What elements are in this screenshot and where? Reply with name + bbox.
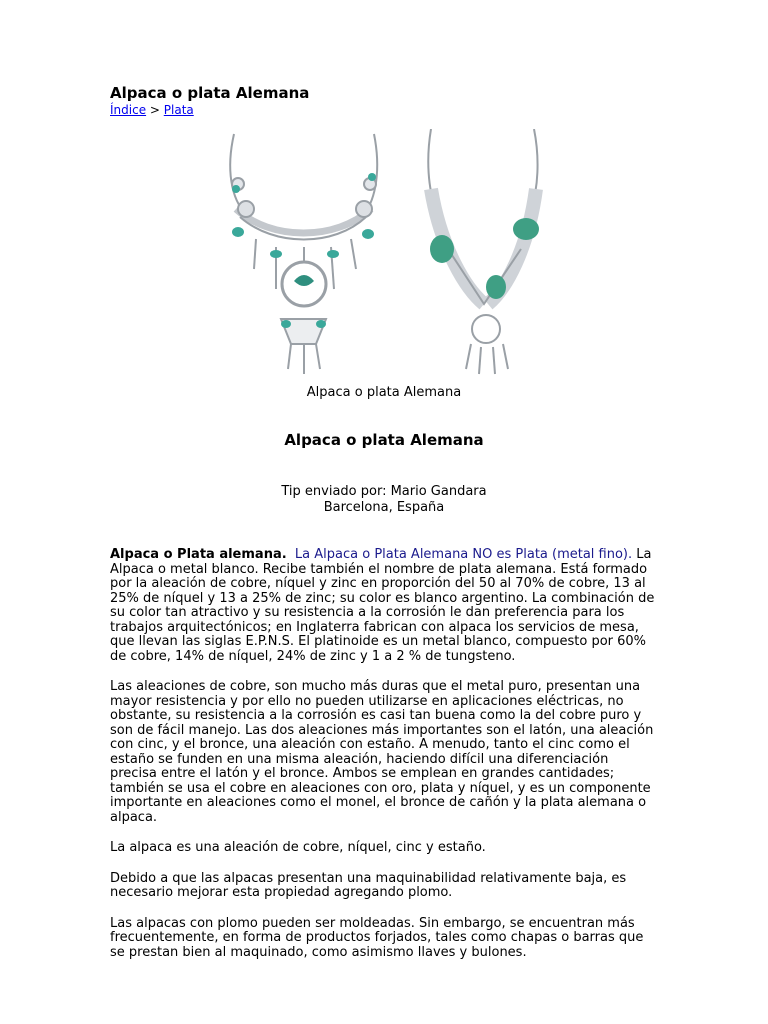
breadcrumb-link-index[interactable]: Índice (110, 103, 147, 117)
paragraph-5: Las alpacas con plomo pueden ser moldeadas. Sin embargo, se encuentran más frecuentemente, en forma de productos forjados, tales como chapas o barras que se prestan bien al maquinado, como asimismo llaves y bulones. (110, 915, 644, 960)
breadcrumb-link-plata[interactable]: Plata (163, 103, 194, 117)
breadcrumb (110, 103, 658, 117)
document-content (110, 84, 658, 976)
tip-credit (110, 484, 658, 516)
tip-location: Barcelona, España (323, 500, 445, 515)
paragraph-4: Debido a que las alpacas presentan una maquinabilidad relativamente baja, es necesario mejorar esta propiedad agregando plomo. (110, 870, 627, 900)
paragraph-highlight: La Alpaca o Plata Alemana NO es Plata (metal fino). (294, 547, 633, 562)
breadcrumb-separator: > (146, 103, 164, 117)
paragraph-lead: Alpaca o Plata alemana. (110, 547, 287, 562)
paragraph-1-text: La Alpaca o metal blanco. Recibe también el nombre de plata alemana. Está formado por la aleación de cobre, níquel y zinc en proporción del 50 al 70% de cobre, 13 al 25% de níquel y 13 a 25% de zinc; su color es blanco argentino. La combinación de su color tan atractivo y su resistencia a la corrosión le dan preferencia para los trabajos arquitectónicos; en Inglaterra fabrican con alpaca los servicios de mesa, que llevan las siglas E.P.N.S. El platinoide es un metal blanco, compuesto por 60% de cobre, 14% de níquel, 24% de zinc y 1 a 2 % de tungsteno. (110, 547, 655, 664)
paragraph-3: La alpaca es una aleación de cobre, níquel, cinc y estaño. (110, 840, 486, 855)
necklace-figure (110, 129, 658, 379)
figure-caption: Alpaca o plata Alemana (306, 385, 462, 400)
paragraph-1 (110, 548, 658, 664)
necklace-image (216, 129, 551, 379)
paragraph-2: Las aleaciones de cobre, son mucho más duras que el metal puro, presentan una mayor resistencia y por ello no pueden utilizarse en aplicaciones eléctricas, no obstante, su resistencia a la corrosión es casi tan buena como la del cobre puro y son de fácil manejo. Las dos aleaciones más importantes son el latón, una aleación con cinc, y el bronce, una aleación con estaño. A menudo, tanto el cinc como el estaño se funden en una misma aleación, haciendo difícil una diferenciación precisa entre el latón y el bronce. Ambos se emplean en grandes cantidades; también se usa el cobre en aleaciones con oro, plata y níquel, y es un componente importante en aleaciones como el monel, el bronce de cañón y la plata alemana o alpaca. (110, 679, 654, 825)
section-title: Alpaca o plata Alemana (284, 431, 484, 449)
tip-author: Tip enviado por: Mario Gandara (281, 484, 487, 499)
page-title: Alpaca o plata Alemana (110, 84, 310, 102)
